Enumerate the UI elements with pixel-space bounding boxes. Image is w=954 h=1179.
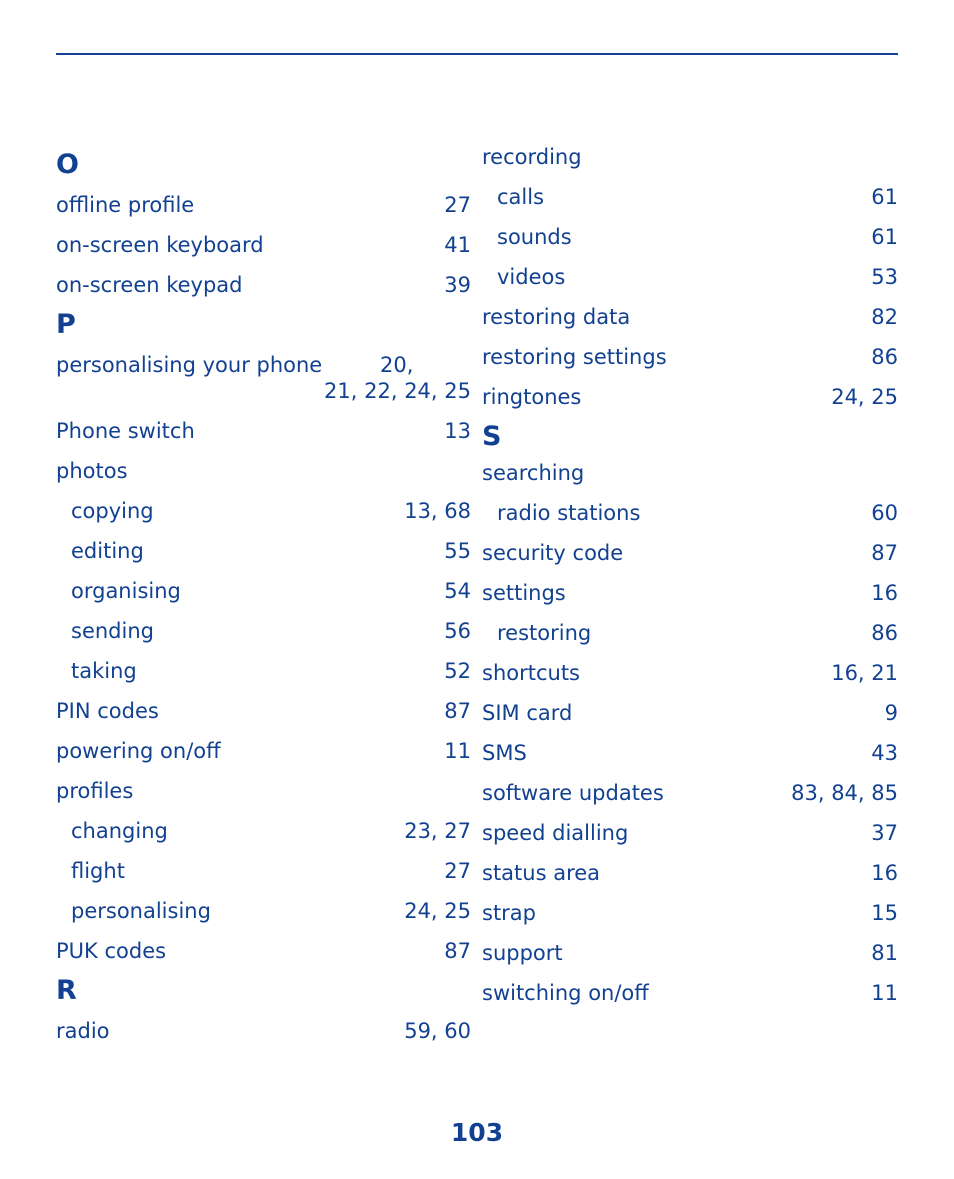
index-page-refs: 56 xyxy=(444,619,471,643)
index-subentry xyxy=(56,618,471,644)
index-page-refs: 83, 84, 85 xyxy=(791,781,898,805)
index-entry xyxy=(482,460,898,486)
index-term: shortcuts xyxy=(482,661,580,685)
index-term: videos xyxy=(497,265,566,289)
index-entry xyxy=(482,660,898,686)
index-entry xyxy=(56,1018,471,1044)
index-page-refs: 23, 27 xyxy=(404,819,471,843)
index-page-refs: 86 xyxy=(871,621,898,645)
index-subentry xyxy=(56,538,471,564)
index-term: strap xyxy=(482,901,537,925)
index-term: restoring data xyxy=(482,305,631,329)
index-term: changing xyxy=(71,819,168,843)
index-term: software updates xyxy=(482,781,664,805)
index-term: copying xyxy=(71,499,154,523)
index-entry xyxy=(56,698,471,724)
index-page-refs: 87 xyxy=(444,939,471,963)
page-number: 103 xyxy=(450,1118,504,1147)
index-page-refs: 60 xyxy=(871,501,898,525)
index-page-refs: 43 xyxy=(871,741,898,765)
index-term: radio xyxy=(56,1019,110,1043)
index-term: powering on/off xyxy=(56,739,221,763)
index-term: PUK codes xyxy=(56,939,167,963)
index-subentry xyxy=(56,818,471,844)
index-page-refs: 16 xyxy=(871,861,898,885)
index-term: ringtones xyxy=(482,385,582,409)
index-page-refs: 59, 60 xyxy=(404,1019,471,1043)
index-entry xyxy=(56,192,471,218)
index-term: editing xyxy=(71,539,144,563)
index-subentry xyxy=(482,500,898,526)
index-entry xyxy=(56,938,471,964)
index-page-refs: 24, 25 xyxy=(404,899,471,923)
index-page-refs: 13, 68 xyxy=(404,499,471,523)
index-term: PIN codes xyxy=(56,699,159,723)
index-subentry xyxy=(56,858,471,884)
index-term: on-screen keypad xyxy=(56,273,243,297)
index-term: personalising xyxy=(71,899,211,923)
index-letter-heading: R xyxy=(56,975,77,1006)
index-page-refs: 53 xyxy=(871,265,898,289)
index-term: settings xyxy=(482,581,566,605)
index-page-refs: 52 xyxy=(444,659,471,683)
index-subentry xyxy=(56,898,471,924)
index-entry xyxy=(56,352,471,404)
index-term: restoring xyxy=(497,621,592,645)
index-term: security code xyxy=(482,541,624,565)
index-term: flight xyxy=(71,859,125,883)
index-entry xyxy=(482,780,898,806)
index-subentry xyxy=(482,224,898,250)
index-term: recording xyxy=(482,145,582,169)
index-page-refs: 55 xyxy=(444,539,471,563)
index-term: profiles xyxy=(56,779,134,803)
index-page-refs: 39 xyxy=(444,273,471,297)
index-entry xyxy=(56,778,471,804)
index-subentry xyxy=(56,498,471,524)
index-entry xyxy=(482,980,898,1006)
index-entry xyxy=(482,860,898,886)
index-entry xyxy=(482,344,898,370)
index-entry xyxy=(56,458,471,484)
index-page-refs: 87 xyxy=(871,541,898,565)
index-page-refs: 86 xyxy=(871,345,898,369)
index-column-right xyxy=(482,144,898,1020)
index-term: personalising your phone xyxy=(56,353,323,377)
index-page-refs: 27 xyxy=(444,193,471,217)
index-entry xyxy=(56,738,471,764)
index-subentry xyxy=(482,264,898,290)
index-entry xyxy=(56,418,471,444)
index-page-refs: 61 xyxy=(871,225,898,249)
header-rule xyxy=(56,53,898,55)
index-page-refs: 16 xyxy=(871,581,898,605)
index-term: searching xyxy=(482,461,585,485)
index-term: photos xyxy=(56,459,128,483)
index-term: offline profile xyxy=(56,193,195,217)
index-page-refs: 37 xyxy=(871,821,898,845)
index-page-refs: 82 xyxy=(871,305,898,329)
index-term: support xyxy=(482,941,563,965)
index-term: sounds xyxy=(497,225,572,249)
index-term: taking xyxy=(71,659,137,683)
index-entry xyxy=(482,580,898,606)
index-term: radio stations xyxy=(497,501,641,525)
index-term: SIM card xyxy=(482,701,573,725)
index-term: SMS xyxy=(482,741,527,765)
index-entry xyxy=(482,940,898,966)
index-column-left xyxy=(56,140,471,1058)
index-entry xyxy=(56,272,471,298)
index-term: Phone switch xyxy=(56,419,195,443)
index-page-refs: 9 xyxy=(884,701,898,725)
index-page-refs: 81 xyxy=(871,941,898,965)
index-term: organising xyxy=(71,579,181,603)
index-page-refs: 15 xyxy=(871,901,898,925)
index-term: calls xyxy=(497,185,545,209)
index-entry xyxy=(482,540,898,566)
index-page-refs: 16, 21 xyxy=(831,661,898,685)
index-page-refs: 87 xyxy=(444,699,471,723)
index-letter-heading: S xyxy=(482,421,502,452)
index-page-refs: 41 xyxy=(444,233,471,257)
index-entry xyxy=(482,900,898,926)
index-entry xyxy=(482,304,898,330)
index-page-refs: 24, 25 xyxy=(831,385,898,409)
index-entry xyxy=(482,740,898,766)
index-page-refs: 61 xyxy=(871,185,898,209)
index-page-refs: 13 xyxy=(444,419,471,443)
index-subentry xyxy=(56,578,471,604)
index-term: switching on/off xyxy=(482,981,649,1005)
index-subentry xyxy=(56,658,471,684)
index-entry xyxy=(482,144,898,170)
index-page-refs: 21, 22, 24, 25 xyxy=(324,379,471,403)
index-letter-heading: O xyxy=(56,149,79,180)
index-page-refs: 27 xyxy=(444,859,471,883)
index-page-refs: 54 xyxy=(444,579,471,603)
index-term: status area xyxy=(482,861,601,885)
index-page-refs: 11 xyxy=(871,981,898,1005)
index-term: speed dialling xyxy=(482,821,629,845)
index-page-refs: 20, xyxy=(380,353,414,377)
index-letter-heading: P xyxy=(56,309,76,340)
index-entry xyxy=(482,700,898,726)
index-term: restoring settings xyxy=(482,345,667,369)
index-entry xyxy=(482,384,898,410)
index-term: sending xyxy=(71,619,154,643)
index-term: on-screen keyboard xyxy=(56,233,264,257)
index-subentry xyxy=(482,620,898,646)
index-subentry xyxy=(482,184,898,210)
index-entry xyxy=(56,232,471,258)
index-page-refs: 11 xyxy=(444,739,471,763)
index-entry xyxy=(482,820,898,846)
